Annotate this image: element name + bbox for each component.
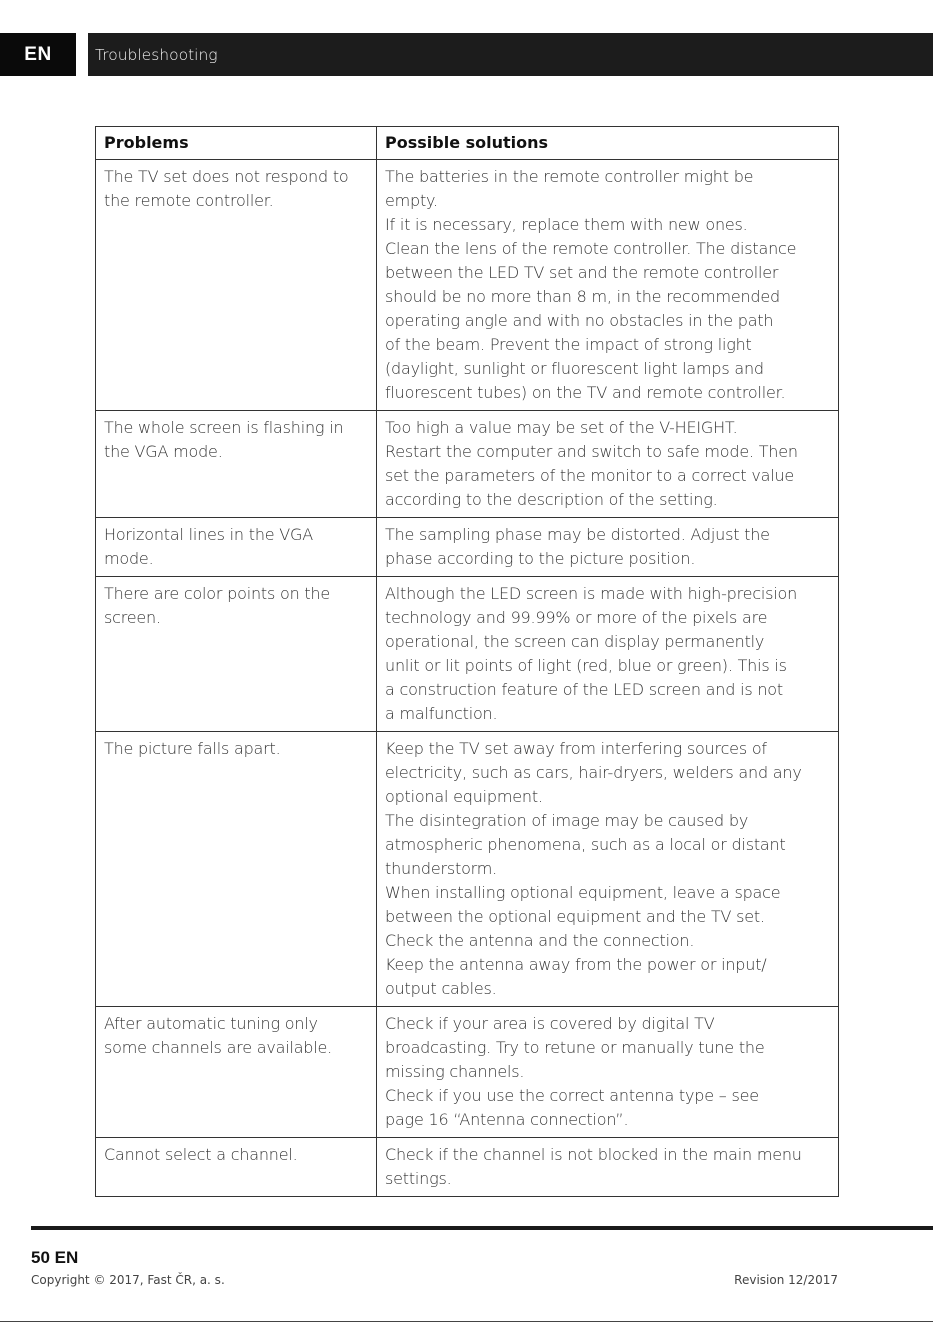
problem-cell (96, 160, 377, 411)
problem-text-line: the remote controller. (104, 191, 274, 210)
table-body (96, 160, 839, 1197)
solution-text-line: Although the LED screen is made with high-precision (385, 584, 798, 603)
solution-text-line: Check the antenna and the connection. (385, 931, 695, 950)
solution-text-line: thunderstorm. (385, 859, 498, 878)
solution-text-line: a construction feature of the LED screen and is not (385, 680, 783, 699)
solution-text-line: atmospheric phenomena, such as a local or distant (385, 835, 786, 854)
solution-cell (377, 1007, 839, 1138)
column-header-problems: Problems (96, 127, 377, 160)
solution-text-line: according to the description of the setting. (385, 490, 718, 509)
solution-text-line: fluorescent tubes) on the TV and remote controller. (385, 383, 786, 402)
problem-text-line: Horizontal lines in the VGA (104, 525, 313, 544)
problem-cell (96, 518, 377, 577)
solution-text-line: should be no more than 8 m, in the recommended (385, 287, 780, 306)
table-row (96, 732, 839, 1007)
problem-cell (96, 732, 377, 1007)
problem-cell (96, 577, 377, 732)
solution-text-line: Too high a value may be set of the V-HEIGHT. (385, 418, 738, 437)
solution-text-line: unlit or lit points of light (red, blue or green). This is (385, 656, 787, 675)
problem-text-line: some channels are available. (104, 1038, 333, 1057)
solution-text-line: Restart the computer and switch to safe mode. Then (385, 442, 798, 461)
solution-cell (377, 577, 839, 732)
solution-text-line: empty. (385, 191, 438, 210)
solution-text-line: Check if you use the correct antenna type – see (385, 1086, 759, 1105)
header-bar (0, 33, 933, 76)
solution-text-line: When installing optional equipment, leave a space (385, 883, 781, 902)
column-header-solutions: Possible solutions (377, 127, 839, 160)
solution-text-line: The disintegration of image may be caused by (385, 811, 749, 830)
solution-text-line: The batteries in the remote controller might be (385, 167, 754, 186)
problem-text-line: The TV set does not respond to (104, 167, 349, 186)
language-badge: EN (0, 33, 76, 76)
footer-divider (31, 1226, 933, 1230)
copyright-text: Copyright © 2017, Fast ČR, a. s. (31, 1273, 225, 1287)
solution-text-line: optional equipment. (385, 787, 543, 806)
problem-text-line: the VGA mode. (104, 442, 223, 461)
solution-text-line: page 16 “Antenna connection”. (385, 1110, 629, 1129)
problem-text-line: There are color points on the (104, 584, 331, 603)
solution-text-line: between the LED TV set and the remote controller (385, 263, 779, 282)
problem-cell (96, 1007, 377, 1138)
header-divider (76, 33, 88, 76)
page-number: 50 EN (31, 1248, 79, 1267)
solution-text-line: settings. (385, 1169, 452, 1188)
problem-text-line: mode. (104, 549, 154, 568)
solution-text-line: broadcasting. Try to retune or manually tune the (385, 1038, 765, 1057)
solution-text-line: Check if your area is covered by digital TV (385, 1014, 715, 1033)
table-header-row (96, 127, 839, 160)
problem-text-line: screen. (104, 608, 161, 627)
solution-text-line: Keep the TV set away from interfering sources of (385, 739, 767, 758)
solution-text-line: Check if the channel is not blocked in the main menu (385, 1145, 802, 1164)
solution-text-line: electricity, such as cars, hair-dryers, welders and any (385, 763, 802, 782)
problem-text-line: The picture falls apart. (104, 739, 281, 758)
section-title: Troubleshooting (95, 46, 218, 64)
problem-text-line: After automatic tuning only (104, 1014, 318, 1033)
page-bottom-rule (0, 1321, 933, 1322)
solution-text-line: between the optional equipment and the TV set. (385, 907, 765, 926)
table-row (96, 518, 839, 577)
solution-text-line: a malfunction. (385, 704, 498, 723)
solution-text-line: phase according to the picture position. (385, 549, 696, 568)
problem-cell (96, 411, 377, 518)
table-row (96, 1007, 839, 1138)
solution-cell (377, 518, 839, 577)
solution-text-line: operational, the screen can display permanently (385, 632, 765, 651)
solution-cell (377, 1138, 839, 1197)
solution-text-line: output cables. (385, 979, 497, 998)
revision-text: Revision 12/2017 (734, 1273, 838, 1287)
solution-text-line: technology and 99.99% or more of the pixels are (385, 608, 768, 627)
solution-text-line: Keep the antenna away from the power or input/ (385, 955, 767, 974)
problem-cell (96, 1138, 377, 1197)
table-row (96, 1138, 839, 1197)
solution-text-line: (daylight, sunlight or fluorescent light lamps and (385, 359, 764, 378)
table-row (96, 411, 839, 518)
solution-text-line: The sampling phase may be distorted. Adjust the (385, 525, 770, 544)
solution-text-line: If it is necessary, replace them with new ones. (385, 215, 748, 234)
solution-text-line: set the parameters of the monitor to a correct value (385, 466, 795, 485)
table-row (96, 577, 839, 732)
solution-cell (377, 411, 839, 518)
solution-cell (377, 160, 839, 411)
table-row (96, 160, 839, 411)
solution-text-line: of the beam. Prevent the impact of strong light (385, 335, 752, 354)
problem-text-line: The whole screen is flashing in (104, 418, 344, 437)
problem-text-line: Cannot select a channel. (104, 1145, 298, 1164)
troubleshooting-table (95, 126, 839, 1197)
solution-text-line: Clean the lens of the remote controller. The distance (385, 239, 797, 258)
solution-cell (377, 732, 839, 1007)
solution-text-line: operating angle and with no obstacles in the path (385, 311, 774, 330)
solution-text-line: missing channels. (385, 1062, 525, 1081)
